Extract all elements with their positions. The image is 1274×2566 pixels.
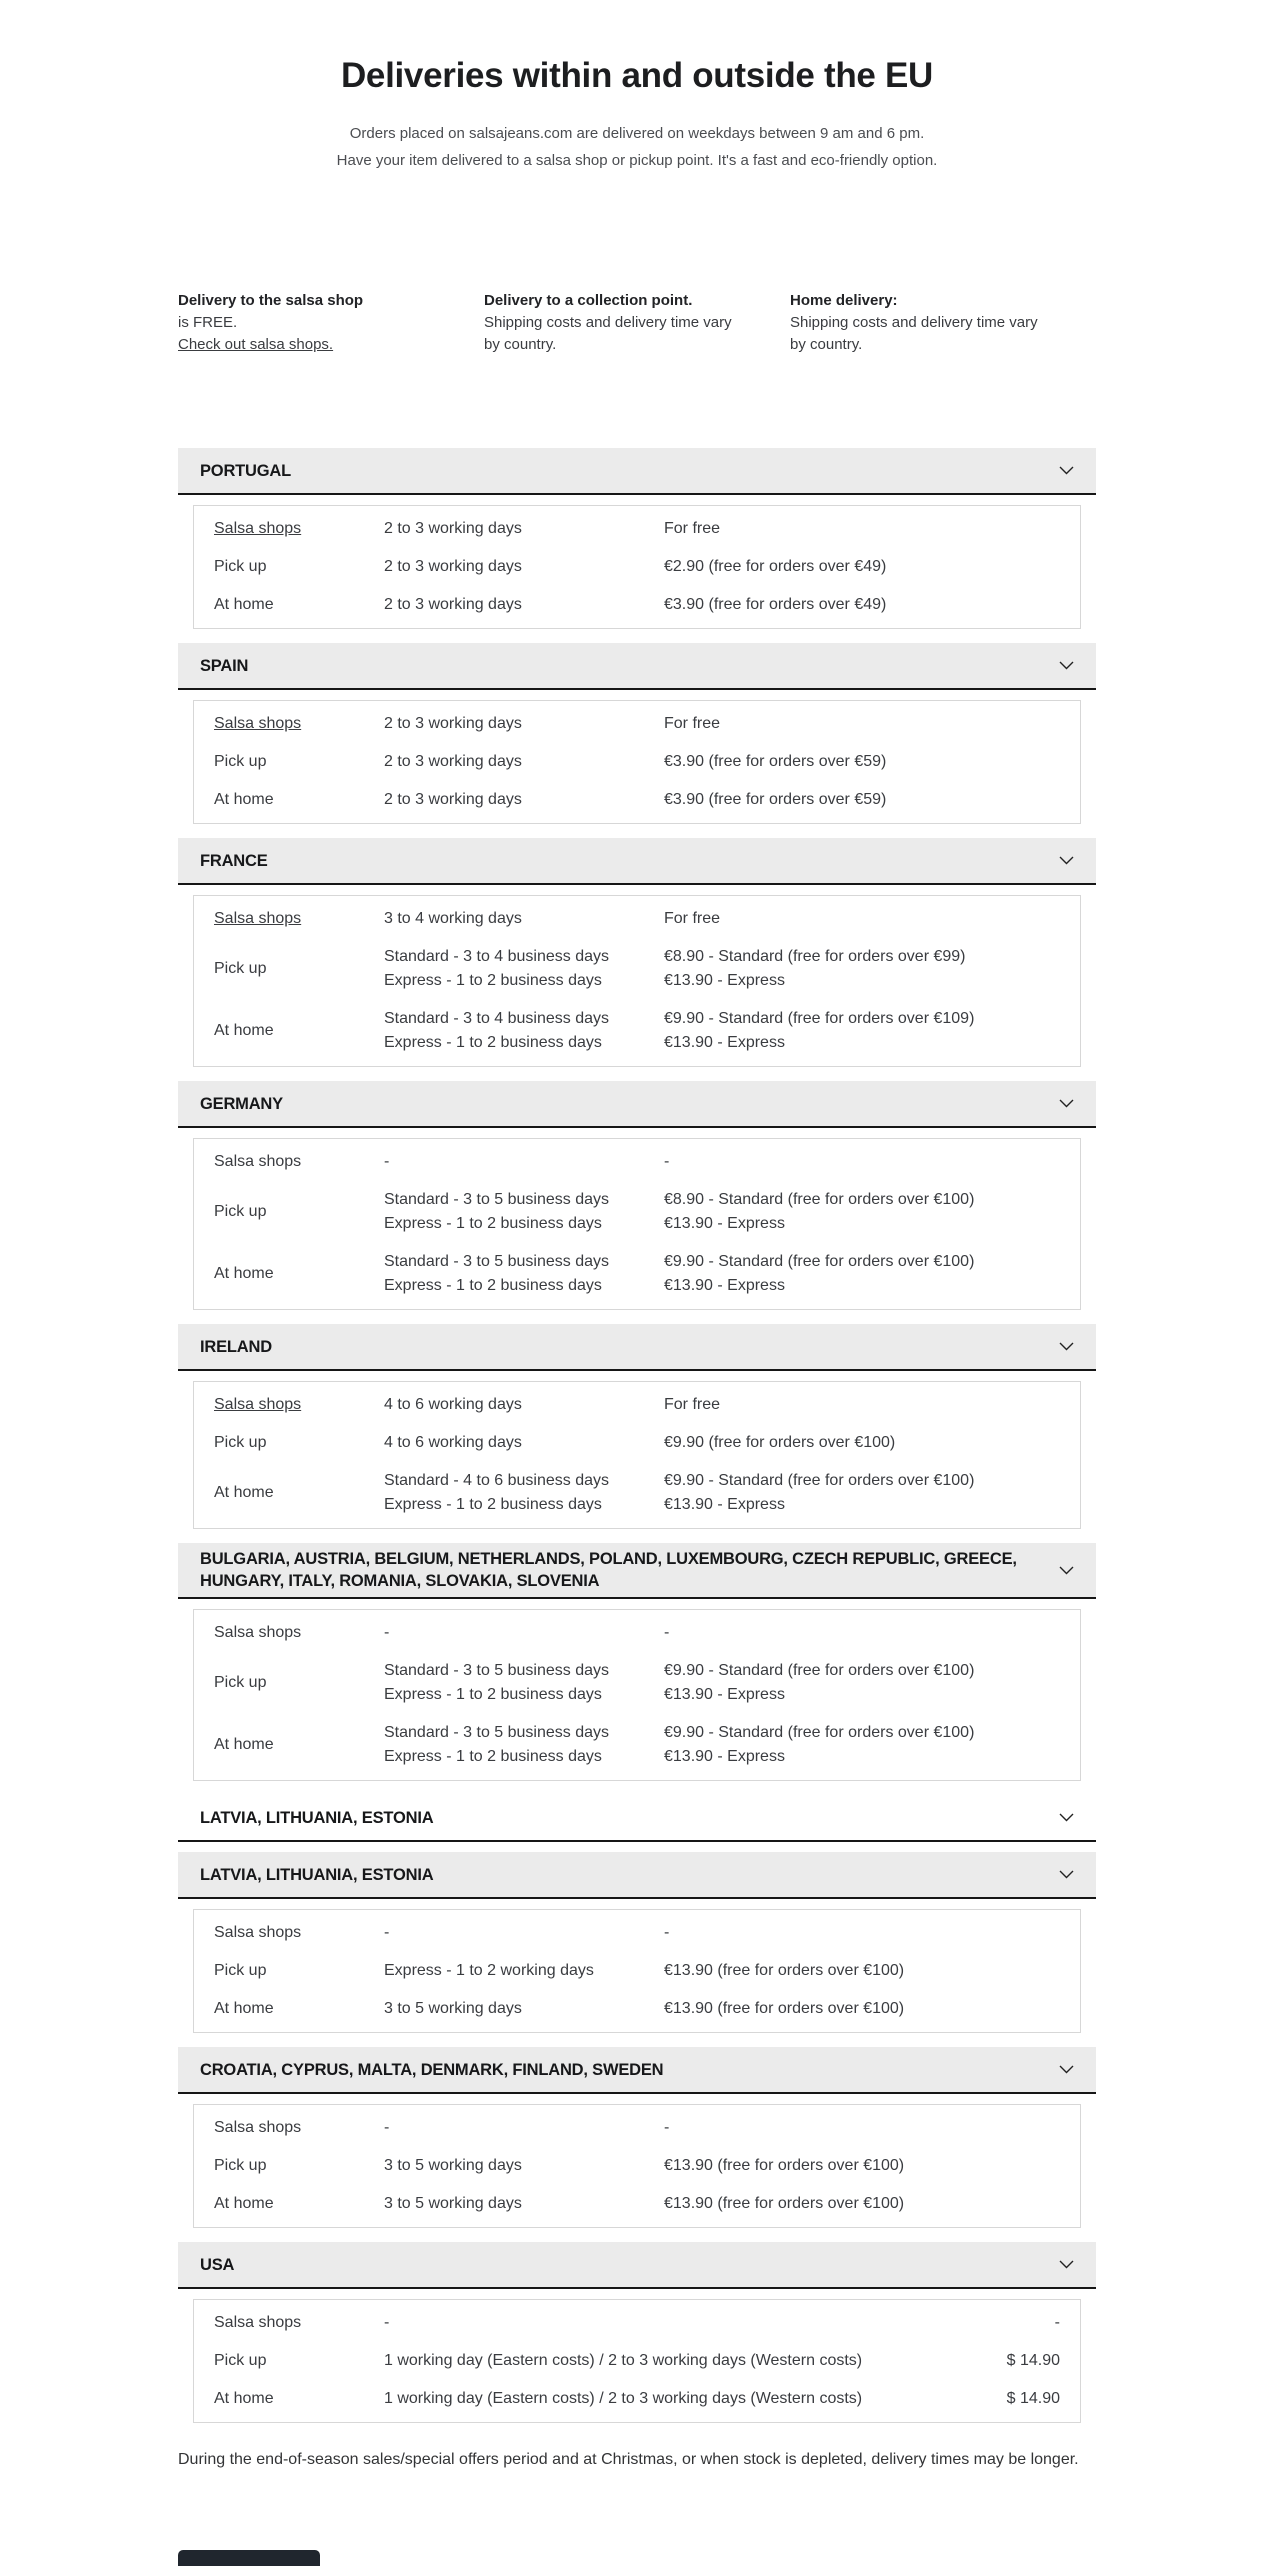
delivery-cost-cell: €13.90 (free for orders over €100) bbox=[664, 2157, 905, 2174]
delivery-time-cell: 2 to 3 working days bbox=[384, 715, 522, 732]
table-row bbox=[194, 1143, 1080, 1181]
table-row bbox=[194, 548, 1080, 586]
accordion-header-ireland[interactable] bbox=[178, 1324, 1096, 1371]
delivery-time-cell: 2 to 3 working days bbox=[384, 558, 522, 575]
delivery-method-cell: At home bbox=[214, 2390, 274, 2407]
country-delivery-table bbox=[193, 1609, 1081, 1781]
delivery-time-cell: 2 to 3 working days bbox=[384, 791, 522, 808]
delivery-time-cell: Standard - 3 to 4 business days Express - 1 to 2 business days bbox=[384, 1010, 610, 1051]
delivery-options-summary bbox=[178, 290, 1096, 356]
delivery-cost-cell: €9.90 - Standard (free for orders over €100) €13.90 - Express bbox=[664, 1662, 975, 1703]
delivery-method-cell: Pick up bbox=[214, 1434, 267, 1451]
delivery-cost-cell: €3.90 (free for orders over €59) bbox=[664, 753, 887, 770]
chevron-down-icon bbox=[1059, 2260, 1074, 2269]
table-row bbox=[194, 743, 1080, 781]
delivery-cost-cell: For free bbox=[664, 715, 721, 732]
table-row bbox=[194, 1181, 1080, 1243]
delivery-time-cell: 2 to 3 working days bbox=[384, 596, 522, 613]
delivery-cost-cell: €9.90 - Standard (free for orders over €109) €13.90 - Express bbox=[664, 1010, 975, 1051]
delivery-method-cell: At home bbox=[214, 2000, 274, 2017]
delivery-delay-note: During the end-of-season sales/special offers period and at Christmas, or when stock is depleted, delivery times may be longer. bbox=[178, 2451, 1079, 2468]
salsa-shops-link[interactable]: Salsa shops bbox=[214, 910, 302, 927]
info-collection-body: Shipping costs and delivery time vary by country. bbox=[484, 314, 732, 353]
delivery-method-cell: Salsa shops bbox=[214, 1924, 302, 1941]
delivery-cost-cell: $ 14.90 bbox=[1006, 2352, 1060, 2369]
delivery-time-cell: - bbox=[384, 2119, 390, 2136]
delivery-method-cell bbox=[214, 907, 384, 931]
delivery-method-cell: Pick up bbox=[214, 753, 267, 770]
info-collection-title: Delivery to a collection point. bbox=[484, 292, 693, 309]
delivery-cost-cell: €9.90 (free for orders over €100) bbox=[664, 1434, 896, 1451]
table-row bbox=[194, 1914, 1080, 1952]
delivery-time-cell: Express - 1 to 2 working days bbox=[384, 1962, 594, 1979]
table-row bbox=[194, 2147, 1080, 2185]
info-shop-title: Delivery to the salsa shop bbox=[178, 292, 364, 309]
chevron-down-icon bbox=[1059, 661, 1074, 670]
subtitle-line-1: Orders placed on salsajeans.com are delivered on weekdays between 9 am and 6 pm. bbox=[349, 125, 925, 142]
country-section-usa bbox=[178, 2242, 1096, 2423]
delivery-time-cell: 3 to 4 working days bbox=[384, 910, 522, 927]
table-row bbox=[194, 1386, 1080, 1424]
delivery-method-cell bbox=[214, 517, 384, 541]
delivery-method-cell: Salsa shops bbox=[214, 1153, 302, 1170]
country-delivery-table bbox=[193, 700, 1081, 824]
country-delivery-table bbox=[193, 895, 1081, 1067]
table-row bbox=[194, 1990, 1080, 2028]
delivery-cost-cell: - bbox=[664, 1153, 670, 1170]
chevron-down-icon bbox=[1059, 1870, 1074, 1879]
delivery-method-cell: Pick up bbox=[214, 558, 267, 575]
delivery-method-cell: Pick up bbox=[214, 1203, 267, 1220]
delivery-cost-cell: - bbox=[664, 2119, 670, 2136]
country-accordion-label: SPAIN bbox=[200, 656, 249, 675]
table-row bbox=[194, 2109, 1080, 2147]
delivery-method-cell: Pick up bbox=[214, 2157, 267, 2174]
delivery-method-cell: Pick up bbox=[214, 1674, 267, 1691]
delivery-time-cell: 3 to 5 working days bbox=[384, 2157, 522, 2174]
delivery-cost-cell: €9.90 - Standard (free for orders over €100) €13.90 - Express bbox=[664, 1472, 975, 1513]
delivery-cost-cell: - bbox=[1054, 2314, 1060, 2331]
accordion-header-france[interactable] bbox=[178, 838, 1096, 885]
delivery-cost-cell: €2.90 (free for orders over €49) bbox=[664, 558, 887, 575]
delivery-method-cell: At home bbox=[214, 791, 274, 808]
table-row bbox=[194, 586, 1080, 624]
delivery-cost-cell: For free bbox=[664, 910, 721, 927]
table-row bbox=[194, 2380, 1080, 2418]
delivery-cost-cell: - bbox=[664, 1924, 670, 1941]
delivery-cost-cell: $ 14.90 bbox=[1006, 2390, 1060, 2407]
delivery-time-cell: Standard - 3 to 5 business days Express - 1 to 2 business days bbox=[384, 1191, 610, 1232]
table-row bbox=[194, 938, 1080, 1000]
country-section-france bbox=[178, 838, 1096, 1067]
table-row bbox=[194, 705, 1080, 743]
country-delivery-table bbox=[193, 2104, 1081, 2228]
accordion-header-spain[interactable] bbox=[178, 643, 1096, 690]
info-home-body: Shipping costs and delivery time vary by country. bbox=[790, 314, 1038, 353]
country-section-croatia bbox=[178, 2047, 1096, 2228]
delivery-time-cell: 1 working day (Eastern costs) / 2 to 3 working days (Western costs) bbox=[384, 2352, 863, 2369]
delivery-cost-cell: For free bbox=[664, 1396, 721, 1413]
country-accordion-label: FRANCE bbox=[200, 851, 268, 870]
accordion-header-croatia[interactable] bbox=[178, 2047, 1096, 2094]
delivery-method-cell: At home bbox=[214, 2195, 274, 2212]
delivery-cost-cell: For free bbox=[664, 520, 721, 537]
delivery-time-cell: - bbox=[384, 1924, 390, 1941]
country-section-portugal bbox=[178, 448, 1096, 629]
info-shop-delivery bbox=[178, 290, 484, 356]
delivery-method-cell: Salsa shops bbox=[214, 2314, 302, 2331]
delivery-method-cell bbox=[214, 1393, 384, 1417]
delivery-time-cell: 3 to 5 working days bbox=[384, 2000, 522, 2017]
table-row bbox=[194, 2342, 1080, 2380]
country-delivery-table bbox=[193, 1381, 1081, 1529]
table-row bbox=[194, 1243, 1080, 1305]
delivery-time-cell: - bbox=[384, 1624, 390, 1641]
table-row bbox=[194, 781, 1080, 819]
country-accordion-label: GERMANY bbox=[200, 1094, 283, 1113]
table-row bbox=[194, 1952, 1080, 1990]
country-accordion-list bbox=[178, 448, 1096, 2423]
delivery-cost-cell: €8.90 - Standard (free for orders over €100) €13.90 - Express bbox=[664, 1191, 975, 1232]
salsa-shops-link[interactable]: Salsa shops bbox=[214, 520, 302, 537]
country-accordion-label: PORTUGAL bbox=[200, 461, 291, 480]
country-delivery-table bbox=[193, 1138, 1081, 1310]
delivery-method-cell: At home bbox=[214, 1736, 274, 1753]
chevron-down-icon bbox=[1059, 1342, 1074, 1351]
delivery-method-cell: At home bbox=[214, 596, 274, 613]
delivery-cost-cell: €9.90 - Standard (free for orders over €100) €13.90 - Express bbox=[664, 1253, 975, 1294]
delivery-time-cell: 1 working day (Eastern costs) / 2 to 3 working days (Western costs) bbox=[384, 2390, 863, 2407]
delivery-method-cell: At home bbox=[214, 1265, 274, 1282]
salsa-shops-link[interactable]: Salsa shops bbox=[214, 715, 302, 732]
delivery-time-cell: - bbox=[384, 2314, 390, 2331]
table-row bbox=[194, 1714, 1080, 1776]
country-accordion-label: CROATIA, CYPRUS, MALTA, DENMARK, FINLAND, SWEDEN bbox=[200, 2060, 664, 2079]
country-section-germany bbox=[178, 1081, 1096, 1310]
delivery-method-cell: At home bbox=[214, 1484, 274, 1501]
accordion-header-germany[interactable] bbox=[178, 1081, 1096, 1128]
table-row bbox=[194, 2185, 1080, 2223]
table-row bbox=[194, 1000, 1080, 1062]
chevron-down-icon bbox=[1059, 856, 1074, 865]
delivery-time-cell: 4 to 6 working days bbox=[384, 1434, 522, 1451]
country-section-latvia bbox=[178, 1795, 1096, 1842]
table-row bbox=[194, 900, 1080, 938]
check-salsa-shops-link[interactable]: Check out salsa shops. bbox=[178, 336, 334, 353]
country-accordion-label: USA bbox=[200, 2255, 235, 2274]
delivery-time-cell: 4 to 6 working days bbox=[384, 1396, 522, 1413]
accordion-header-latvia[interactable] bbox=[178, 1852, 1096, 1899]
info-shop-body: is FREE. bbox=[178, 314, 238, 331]
delivery-time-cell: Standard - 4 to 6 business days Express - 1 to 2 business days bbox=[384, 1472, 610, 1513]
country-delivery-table bbox=[193, 1909, 1081, 2033]
country-section-bulgaria bbox=[178, 1543, 1096, 1781]
delivery-method-cell: Pick up bbox=[214, 960, 267, 977]
table-row bbox=[194, 1614, 1080, 1652]
chevron-down-icon bbox=[1059, 1099, 1074, 1108]
delivery-time-cell: 2 to 3 working days bbox=[384, 753, 522, 770]
country-section-latvia bbox=[178, 1852, 1096, 2033]
delivery-time-cell: 2 to 3 working days bbox=[384, 520, 522, 537]
country-section-spain bbox=[178, 643, 1096, 824]
accordion-header-usa[interactable] bbox=[178, 2242, 1096, 2289]
chevron-down-icon bbox=[1059, 2065, 1074, 2074]
country-section-ireland bbox=[178, 1324, 1096, 1529]
country-accordion-label: BULGARIA, AUSTRIA, BELGIUM, NETHERLANDS, POLAND, LUXEMBOURG, CZECH REPUBLIC, GREECE, HUNGARY, ITALY, ROMANIA, SLOVAKIA, SLOVENIA bbox=[200, 1550, 1017, 1590]
salsa-shops-link[interactable]: Salsa shops bbox=[214, 1396, 302, 1413]
chevron-down-icon bbox=[1059, 1813, 1074, 1822]
country-delivery-table bbox=[193, 505, 1081, 629]
info-home-title: Home delivery: bbox=[790, 292, 898, 309]
table-row bbox=[194, 2304, 1080, 2342]
delivery-cost-cell: €3.90 (free for orders over €49) bbox=[664, 596, 887, 613]
delivery-time-cell: - bbox=[384, 1153, 390, 1170]
delivery-method-cell: Pick up bbox=[214, 2352, 267, 2369]
delivery-cost-cell: €8.90 - Standard (free for orders over €99) €13.90 - Express bbox=[664, 948, 966, 989]
info-collection-point bbox=[484, 290, 790, 356]
delivery-time-cell: Standard - 3 to 5 business days Express - 1 to 2 business days bbox=[384, 1662, 610, 1703]
country-delivery-table bbox=[193, 2299, 1081, 2423]
chevron-down-icon bbox=[1059, 1566, 1074, 1575]
info-home-delivery bbox=[790, 290, 1096, 356]
delivery-cost-cell: €13.90 (free for orders over €100) bbox=[664, 2000, 905, 2017]
delivery-method-cell bbox=[214, 712, 384, 736]
delivery-method-cell: Pick up bbox=[214, 1962, 267, 1979]
table-row bbox=[194, 1462, 1080, 1524]
chevron-down-icon bbox=[1059, 466, 1074, 475]
delivery-time-cell: Standard - 3 to 5 business days Express - 1 to 2 business days bbox=[384, 1724, 610, 1765]
delivery-cost-cell: - bbox=[664, 1624, 670, 1641]
delivery-cost-cell: €13.90 (free for orders over €100) bbox=[664, 2195, 905, 2212]
delivery-method-cell: At home bbox=[214, 1022, 274, 1039]
page-title: Deliveries within and outside the EU bbox=[340, 56, 934, 95]
delivery-time-cell: 3 to 5 working days bbox=[384, 2195, 522, 2212]
country-accordion-label: LATVIA, LITHUANIA, ESTONIA bbox=[200, 1808, 434, 1827]
delivery-info-page bbox=[178, 56, 1096, 2471]
accordion-header-latvia[interactable] bbox=[178, 1795, 1096, 1842]
table-row bbox=[194, 1652, 1080, 1714]
delivery-time-cell: Standard - 3 to 5 business days Express - 1 to 2 business days bbox=[384, 1253, 610, 1294]
accordion-header-bulgaria[interactable] bbox=[178, 1543, 1096, 1599]
delivery-time-cell: Standard - 3 to 4 business days Express - 1 to 2 business days bbox=[384, 948, 610, 989]
country-accordion-label: LATVIA, LITHUANIA, ESTONIA bbox=[200, 1865, 434, 1884]
country-accordion-label: IRELAND bbox=[200, 1337, 272, 1356]
delivery-cost-cell: €13.90 (free for orders over €100) bbox=[664, 1962, 905, 1979]
page-subtitle bbox=[178, 120, 1096, 174]
accordion-header-portugal[interactable] bbox=[178, 448, 1096, 495]
delivery-method-cell: Salsa shops bbox=[214, 2119, 302, 2136]
delivery-cost-cell: €3.90 (free for orders over €59) bbox=[664, 791, 887, 808]
subtitle-line-2: Have your item delivered to a salsa shop or pickup point. It's a fast and eco-friendly option. bbox=[336, 152, 938, 169]
delivery-method-cell: Salsa shops bbox=[214, 1624, 302, 1641]
delivery-cost-cell: €9.90 - Standard (free for orders over €100) €13.90 - Express bbox=[664, 1724, 975, 1765]
table-row bbox=[194, 510, 1080, 548]
bottom-left-widget[interactable] bbox=[178, 2550, 320, 2566]
table-row bbox=[194, 1424, 1080, 1462]
